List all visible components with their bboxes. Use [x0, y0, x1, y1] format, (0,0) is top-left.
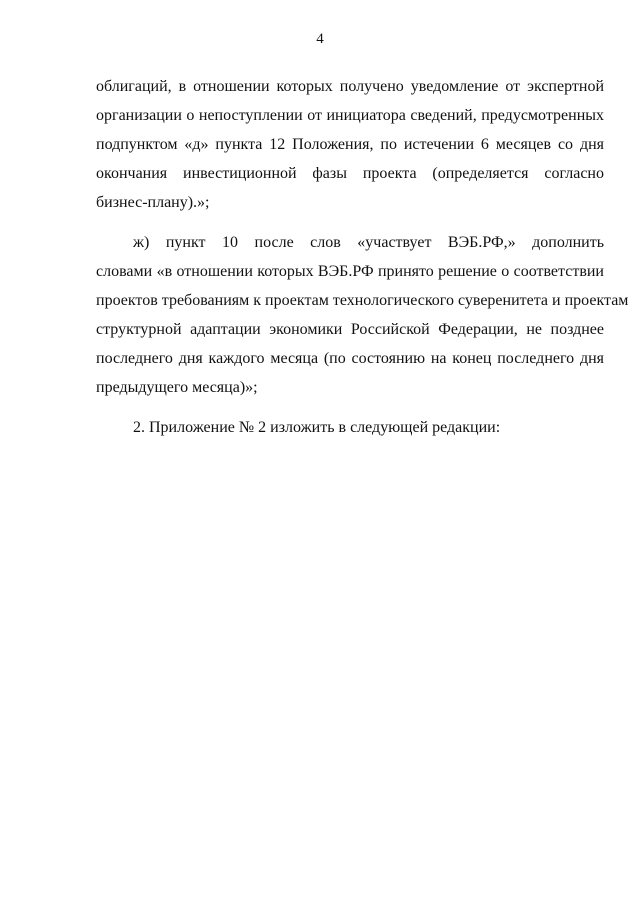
paragraph-item-zh	[96, 228, 629, 402]
text-line: проектов требованиям к проектам технологического суверенитета и проектам	[96, 292, 629, 309]
text-line: предыдущего месяца)»;	[96, 379, 258, 396]
paragraph-bonds-notification	[96, 72, 604, 217]
text-line: окончания инвестиционной фазы проекта (определяется согласно	[96, 165, 604, 182]
text-line: облигаций, в отношении которых получено уведомление от экспертной	[96, 78, 604, 95]
text-line: подпунктом «д» пункта 12 Положения, по истечении 6 месяцев со дня	[96, 136, 604, 153]
text-line: словами «в отношении которых ВЭБ.РФ принято решение о соответствии	[96, 263, 604, 280]
paragraph-appendix-2	[96, 413, 604, 442]
text-line: бизнес-плану).»;	[96, 194, 210, 211]
text-line: последнего дня каждого месяца (по состоянию на конец последнего дня	[96, 350, 604, 367]
text-line: структурной адаптации экономики Российской Федерации, не позднее	[96, 321, 604, 338]
text-line: организации о непоступлении от инициатора сведений, предусмотренных	[96, 107, 604, 124]
text-line: 2. Приложение № 2 изложить в следующей редакции:	[133, 419, 501, 436]
page-number: 4	[316, 31, 324, 47]
text-line: ж) пункт 10 после слов «участвует ВЭБ.РФ,» дополнить	[133, 234, 604, 251]
document-body	[96, 72, 629, 453]
